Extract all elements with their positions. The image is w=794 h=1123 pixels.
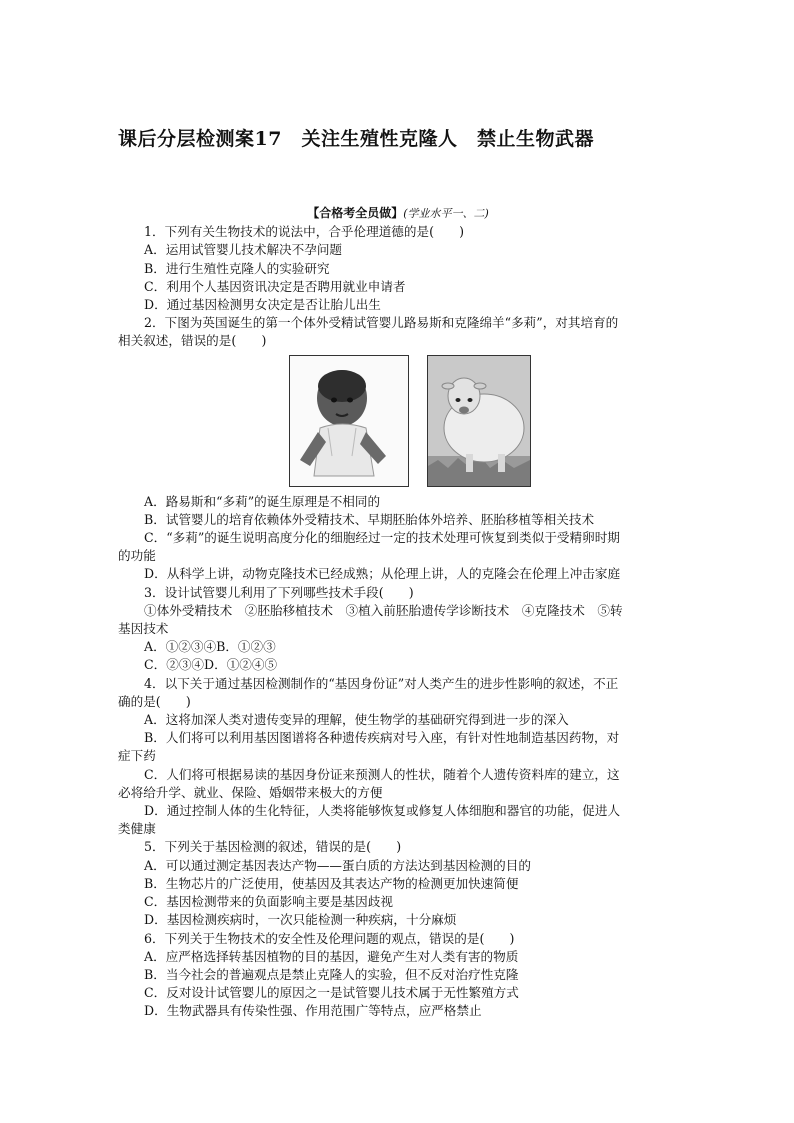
option-4c-line1: C．人们将可根据易读的基因身份证来预测人的性状，随着个人遗传资料库的建立，这 [144,766,620,782]
option-4b-line1: B．人们将可以利用基因图谱将各种遗传疾病对号入座，有针对性地制造基因药物，对 [144,730,620,746]
question-4-line2: 确的是( ) [118,693,191,709]
option-5c: C．基因检测带来的负面影响主要是基因歧视 [144,894,393,910]
option-5b: B．生物芯片的广泛使用，使基因及其表达产物的检测更加快速简便 [144,875,519,891]
option-4c-line2: 必将给升学、就业、保险、婚姻带来极大的方便 [118,784,383,800]
option-1a: A．运用试管婴儿技术解决不孕问题 [144,242,343,258]
section-header [118,204,678,223]
baby-photo [289,355,409,487]
figure-row [118,355,678,487]
option-2b: B．试管婴儿的培育依赖体外受精技术、早期胚胎体外培养、胚胎移植等相关技术 [144,511,595,527]
page-title: 课后分层检测案17 关注生殖性克隆人 禁止生物武器 [118,128,594,150]
question-3-items-line1: ①体外受精技术 ②胚胎移植技术 ③植入前胚胎遗传学诊断技术 ④克隆技术 ⑤转 [144,602,623,618]
option-1d: D．通过基因检测男女决定是否让胎儿出生 [144,297,381,313]
option-4b-line2: 症下药 [118,748,156,764]
option-3ab: A．①②③④B．①②③ [144,639,276,655]
question-3: 3．设计试管婴儿利用了下列哪些技术手段( ) [144,584,414,600]
option-2d: D．从科学上讲，动物克隆技术已经成熟；从伦理上讲，人的克隆会在伦理上冲击家庭 [144,566,621,582]
section-note: (学业水平一、二) [403,207,489,220]
option-5a: A．可以通过测定基因表达产物——蛋白质的方法达到基因检测的目的 [144,857,531,873]
option-4d-line1: D．通过控制人体的生化特征，人类将能够恢复或修复人体细胞和器官的功能，促进人 [144,803,621,819]
option-4a: A．这将加深人类对遗传变异的理解，使生物学的基础研究得到进一步的深入 [144,712,569,728]
option-2c-line2: 的功能 [118,548,156,564]
question-3-items-line2: 基因技术 [118,621,169,637]
option-3cd: C．②③④D．①②④⑤ [144,657,278,673]
option-2c-line1: C．“多莉”的诞生说明高度分化的细胞经过一定的技术处理可恢复到类似于受精卵时期 [144,530,620,546]
option-6d: D．生物武器具有传染性强、作用范围广等特点，应严格禁止 [144,1003,482,1019]
option-4d-line2: 类健康 [118,821,156,837]
question-2-line1: 2．下图为英国诞生的第一个体外受精试管婴儿路易斯和克隆绵羊“多莉”，对其培育的 [144,315,619,331]
option-1c: C．利用个人基因资讯决定是否聘用就业申请者 [144,278,406,294]
question-1: 1．下列有关生物技术的说法中，合乎伦理道德的是( ) [144,224,465,240]
option-1b: B．进行生殖性克隆人的实验研究 [144,260,330,276]
question-4-line1: 4．以下关于通过基因检测制作的“基因身份证”对人类产生的进步性影响的叙述，不正 [144,675,619,691]
section-label: 【合格考全员做】 [307,206,404,220]
option-6b: B．当今社会的普遍观点是禁止克隆人的实验，但不反对治疗性克隆 [144,966,519,982]
question-6: 6．下列关于生物技术的安全性及伦理问题的观点，错误的是( ) [144,930,515,946]
sheep-photo [427,355,531,487]
question-5: 5．下列关于基因检测的叙述，错误的是( ) [144,839,402,855]
option-6a: A．应严格选择转基因植物的目的基因，避免产生对人类有害的物质 [144,948,519,964]
option-5d: D．基因检测疾病时，一次只能检测一种疾病，十分麻烦 [144,912,457,928]
question-2-line2: 相关叙述，错误的是( ) [118,333,267,349]
option-2a: A．路易斯和“多莉”的诞生原理是不相同的 [144,493,381,509]
question-content [118,204,678,1021]
option-6c: C．反对设计试管婴儿的原因之一是试管婴儿技术属于无性繁殖方式 [144,985,519,1001]
